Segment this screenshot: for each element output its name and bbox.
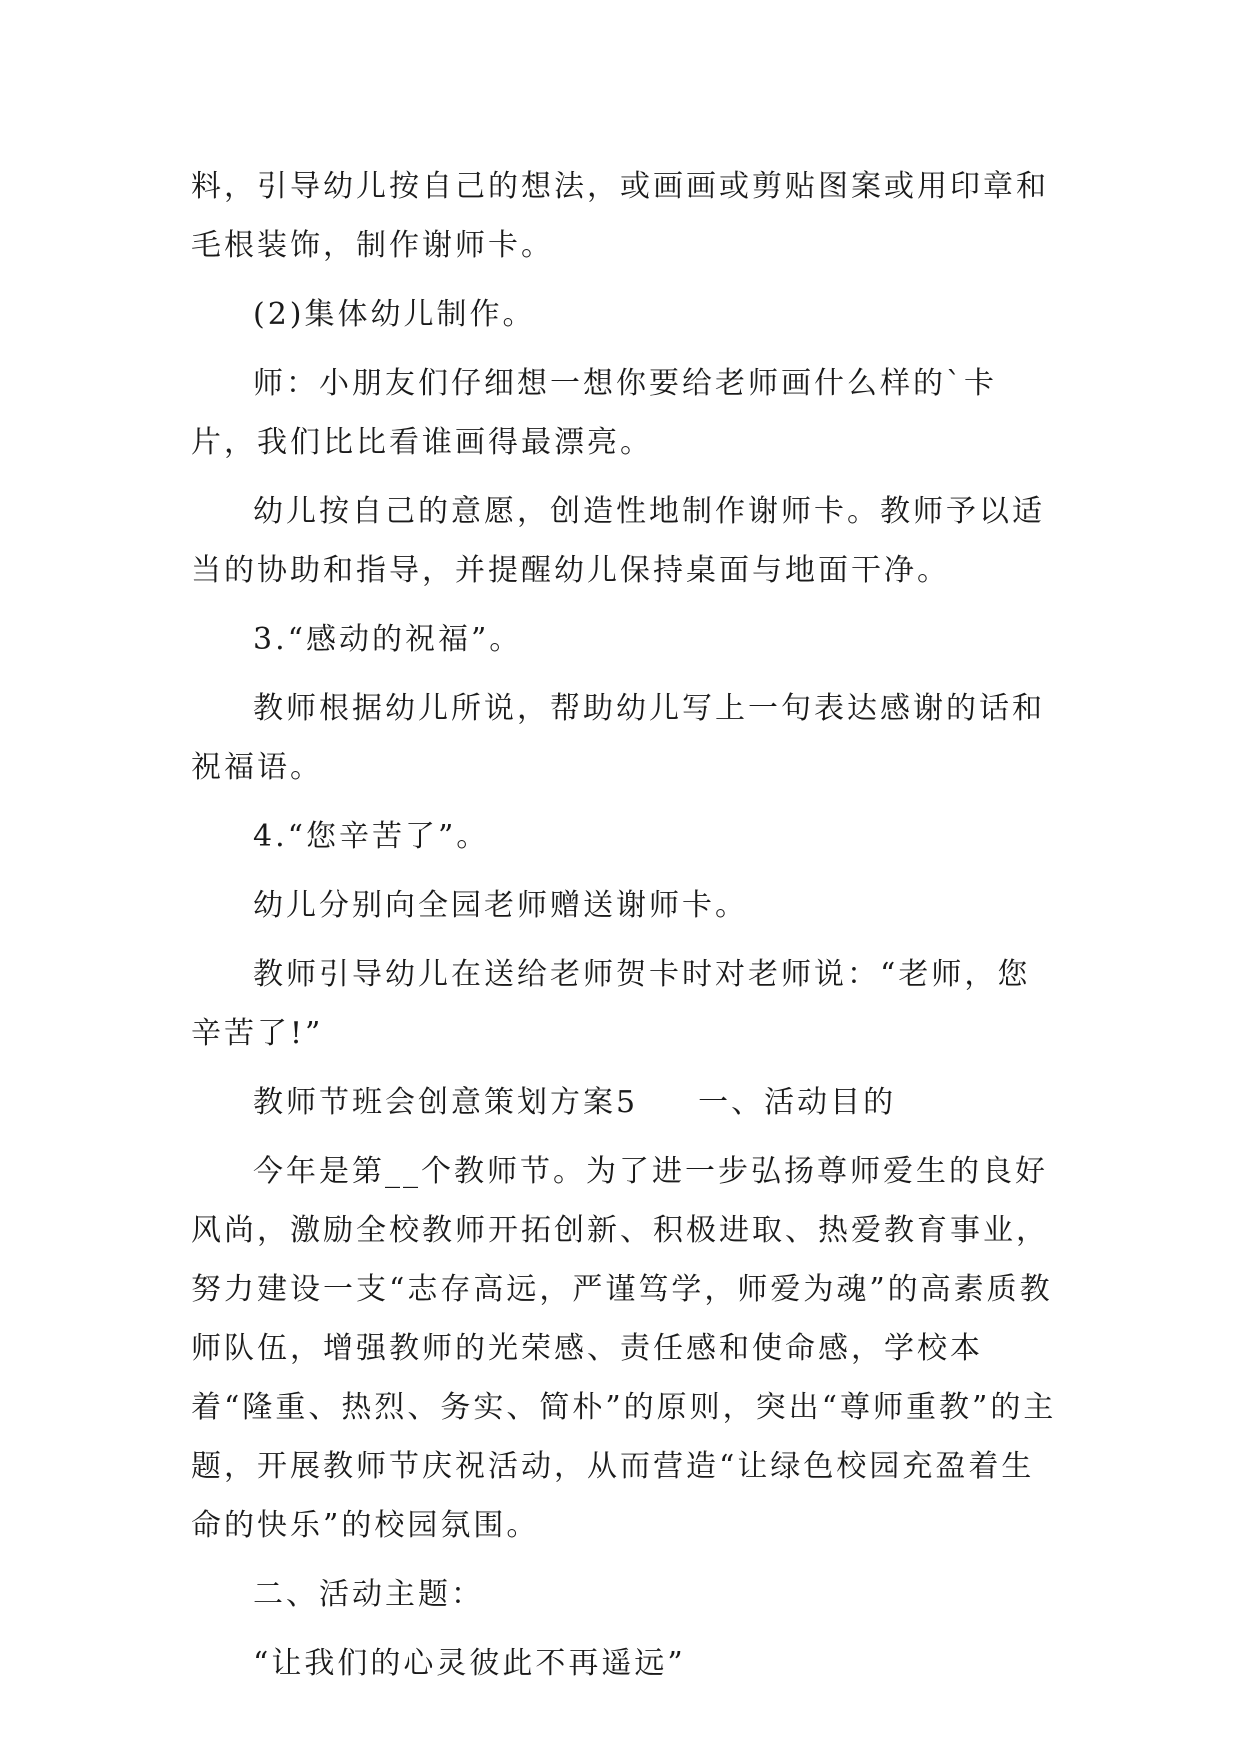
section-heading: 一、活动目的 xyxy=(698,1085,897,1120)
document-body xyxy=(191,157,1061,1703)
paragraph-2: (2)集体幼儿制作。 xyxy=(253,297,536,332)
paragraph-4: 幼儿按自己的意愿，创造性地制作谢师卡。教师予以适当的协助和指导，并提醒幼儿保持桌面与地面干净。 xyxy=(191,494,1045,588)
paragraph-12: 二、活动主题： xyxy=(253,1577,484,1612)
paragraph-6: 教师根据幼儿所说，帮助幼儿写上一句表达感谢的话和祝福语。 xyxy=(191,691,1045,785)
paragraph-10 xyxy=(191,1073,1061,1132)
paragraph-1: 料，引导幼儿按自己的想法，或画画或剪贴图案或用印章和毛根装饰，制作谢师卡。 xyxy=(191,169,1049,263)
paragraph-11: 今年是第__个教师节。为了进一步弘扬尊师爱生的良好风尚，激励全校教师开拓创新、积极进取、热爱教育事业，努力建设一支“志存高远，严谨笃学，师爱为魂”的高素质教师队伍，增强教师的光荣感、责任感和使命感，学校本着“隆重、热烈、务实、简朴”的原则，突出“尊师重教”的主题，开展教师节庆祝活动，从而营造“让绿色校园充盈着生命的快乐”的校园氛围。 xyxy=(191,1154,1057,1543)
paragraph-13: “让我们的心灵彼此不再遥远” xyxy=(253,1646,686,1681)
paragraph-8: 幼儿分别向全园老师赠送谢师卡。 xyxy=(253,888,748,923)
paragraph-9: 教师引导幼儿在送给老师贺卡时对老师说：“老师，您辛苦了!” xyxy=(191,957,1031,1051)
paragraph-7: 4.“您辛苦了”。 xyxy=(253,819,490,854)
section-title: 教师节班会创意策划方案5 xyxy=(253,1085,639,1120)
paragraph-5: 3.“感动的祝福”。 xyxy=(253,622,523,657)
paragraph-3: 师：小朋友们仔细想一想你要给老师画什么样的`卡片，我们比比看谁画得最漂亮。 xyxy=(191,366,997,460)
